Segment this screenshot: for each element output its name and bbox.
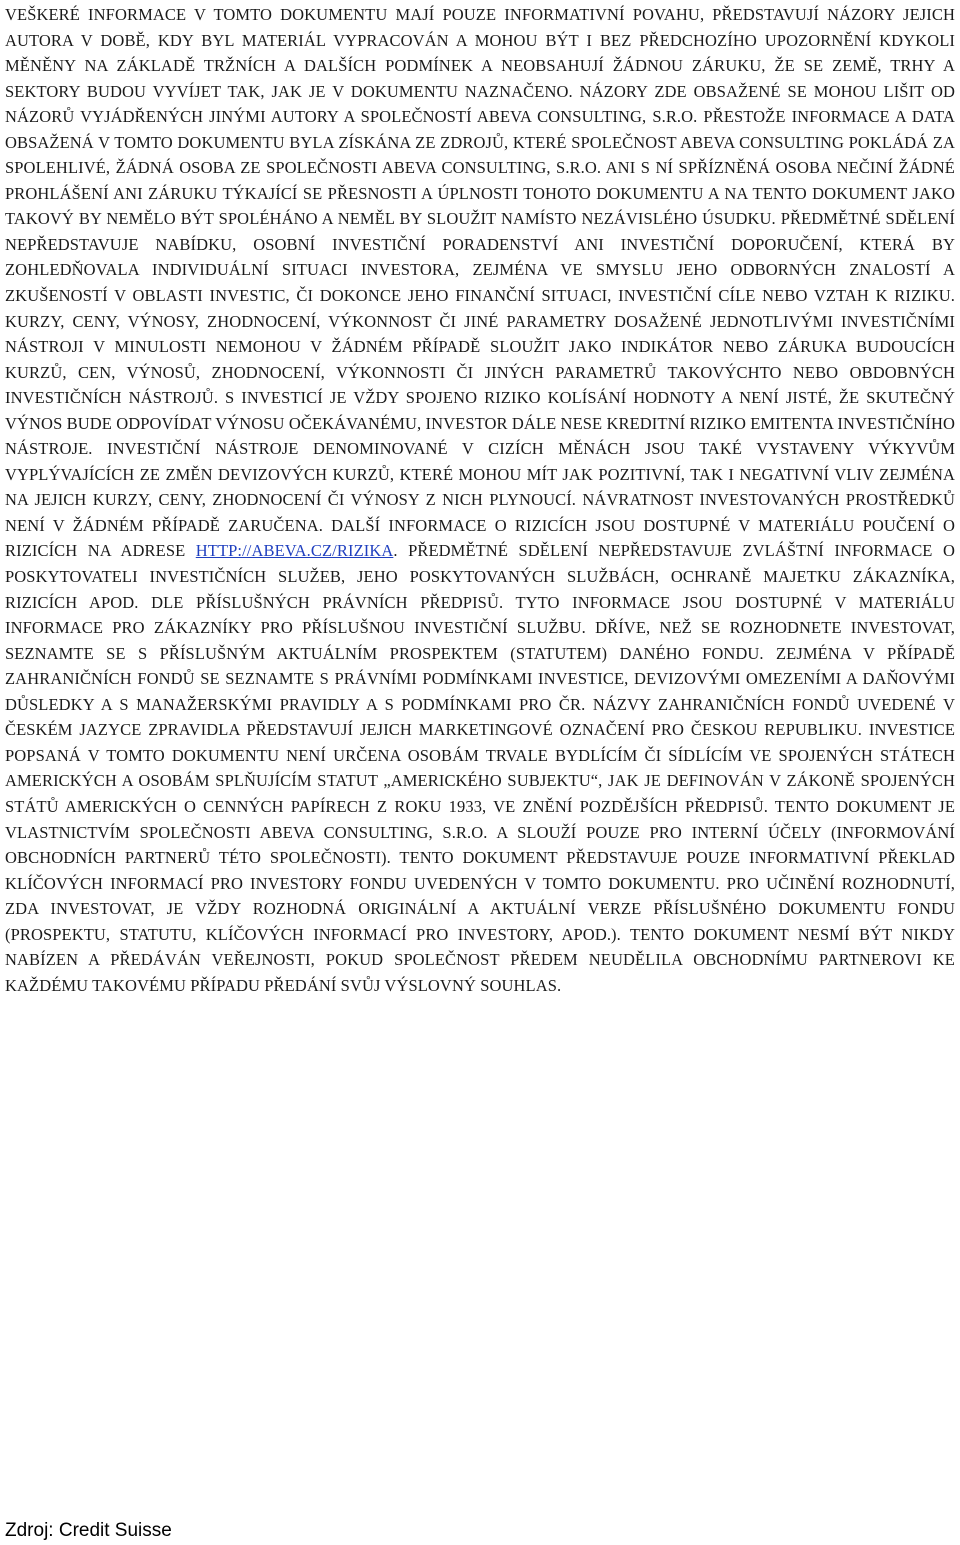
source-credit: Zdroj: Credit Suisse bbox=[5, 1520, 172, 1541]
disclaimer-text-part-2: . PŘEDMĚTNÉ SDĚLENÍ NEPŘEDSTAVUJE ZVLÁŠTNÍ INFORMACE O POSKYTOVATELI INVESTIČNÍCH SLUŽEB, JEHO POSKYTOVANÝCH SLUŽBÁCH, OCHRANĚ MAJETKU ZÁKAZNÍKA, RIZICÍCH APOD. DLE PŘÍSLUŠNÝCH PRÁVNÍCH PŘEDPISŮ. TYTO INFORMACE JSOU DOSTUPNÉ V MATERIÁLU INFORMACE PRO ZÁKAZNÍKY PRO PŘÍSLUŠNOU INVESTIČNÍ SLUŽBU. DŘÍVE, NEŽ SE ROZHODNETE INVESTOVAT, SEZNAMTE SE S PŘÍSLUŠNÝM AKTUÁLNÍM PROSPEKTEM (STATUTEM) DANÉHO FONDU. ZEJMÉNA V PŘÍPADĚ ZAHRANIČNÍCH FONDŮ SE SEZNAMTE S PRÁVNÍMI PODMÍNKAMI INVESTICE, DEVIZOVÝMI OMEZENÍMI A DAŇOVÝMI DŮSLEDKY A S MANAŽERSKÝMI PRAVIDLY A S PODMÍNKAMI PRO ČR. NÁZVY ZAHRANIČNÍCH FONDŮ UVEDENÉ V ČESKÉM JAZYCE ZPRAVIDLA PŘEDSTAVUJÍ JEJICH MARKETINGOVÉ OZNAČENÍ PRO ČESKOU REPUBLIKU. INVESTICE POPSANÁ V TOMTO DOKUMENTU NENÍ URČENA OSOBÁM TRVALE BYDLÍCÍM ČI SÍDLÍCÍM VE SPOJENÝCH STÁTECH AMERICKÝCH A OSOBÁM SPLŇUJÍCÍM STATUT „AMERICKÉHO SUBJEKTU“, JAK JE DEFINOVÁN V ZÁKONĚ SPOJENÝCH STÁTŮ AMERICKÝCH O CENNÝCH PAPÍRECH Z ROKU 1933, VE ZNĚNÍ POZDĚJŠÍCH PŘEDPISŮ. TENTO DOKUMENT JE VLASTNICTVÍM SPOLEČNOSTI ABEVA CONSULTING, S.R.O. A SLOUŽÍ POUZE PRO INTERNÍ ÚČELY (INFORMOVÁNÍ OBCHODNÍCH PARTNERŮ TÉTO SPOLEČNOSTI). TENTO DOKUMENT PŘEDSTAVUJE POUZE INFORMATIVNÍ PŘEKLAD KLÍČOVÝCH INFORMACÍ PRO INVESTORY FONDU UVEDENÝCH V TOMTO DOKUMENTU. PRO UČINĚNÍ ROZHODNUTÍ, ZDA INVESTOVAT, JE VŽDY ROZHODNÁ ORIGINÁLNÍ A AKTUÁLNÍ VERZE PŘÍSLUŠNÉHO DOKUMENTU FONDU (PROSPEKTU, STATUTU, KLÍČOVÝCH INFORMACÍ PRO INVESTORY, APOD.). TENTO DOKUMENT NESMÍ BÝT NIKDY NABÍZEN A PŘEDÁVÁN VEŘEJNOSTI, POKUD SPOLEČNOST PŘEDEM NEUDĚLILA OBCHODNÍMU PARTNEROVI KE KAŽDÉMU TAKOVÉMU PŘÍPADU PŘEDÁNÍ SVŮJ VÝSLOVNÝ SOUHLAS. bbox=[5, 541, 955, 995]
risks-link[interactable]: HTTP://ABEVA.CZ/RIZIKA bbox=[195, 541, 394, 561]
disclaimer-paragraph bbox=[5, 2, 955, 998]
disclaimer-text-part-1: VEŠKERÉ INFORMACE V TOMTO DOKUMENTU MAJÍ POUZE INFORMATIVNÍ POVAHU, PŘEDSTAVUJÍ NÁZORY JEJICH AUTORA V DOBĚ, KDY BYL MATERIÁL VYPRACOVÁN A MOHOU BÝT I BEZ PŘEDCHOZÍHO UPOZORNĚNÍ KDYKOLI MĚNĚNY NA ZÁKLADĚ TRŽNÍCH A DALŠÍCH PODMÍNEK A NEOBSAHUJÍ ŽÁDNOU ZÁRUKU, ŽE SE ZEMĚ, TRHY A SEKTORY BUDOU VYVÍJET TAK, JAK JE V DOKUMENTU NAZNAČENO. NÁZORY ZDE OBSAŽENÉ SE MOHOU LIŠIT OD NÁZORŮ VYJÁDŘENÝCH JINÝMI AUTORY A SPOLEČNOSTÍ ABEVA CONSULTING, S.R.O. PŘESTOŽE INFORMACE A DATA OBSAŽENÁ V TOMTO DOKUMENTU BYLA ZÍSKÁNA ZE ZDROJŮ, KTERÉ SPOLEČNOST ABEVA CONSULTING POKLÁDÁ ZA SPOLEHLIVÉ, ŽÁDNÁ OSOBA ZE SPOLEČNOSTI ABEVA CONSULTING, S.R.O. ANI S NÍ SPŘÍZNĚNÁ OSOBA NEČINÍ ŽÁDNÉ PROHLÁŠENÍ ANI ZÁRUKU TÝKAJÍCÍ SE PŘESNOSTI A ÚPLNOSTI TOHOTO DOKUMENTU A NA TENTO DOKUMENT JAKO TAKOVÝ BY NEMĚLO BÝT SPOLÉHÁNO A NEMĚL BY SLOUŽIT NAMÍSTO NEZÁVISLÉHO ÚSUDKU. PŘEDMĚTNÉ SDĚLENÍ NEPŘEDSTAVUJE NABÍDKU, OSOBNÍ INVESTIČNÍ PORADENSTVÍ ANI INVESTIČNÍ DOPORUČENÍ, KTERÁ BY ZOHLEDŇOVALA INDIVIDUÁLNÍ SITUACI INVESTORA, ZEJMÉNA VE SMYSLU JEHO ODBORNÝCH ZNALOSTÍ A ZKUŠENOSTÍ V OBLASTI INVESTIC, ČI DOKONCE JEHO FINANČNÍ SITUACI, INVESTIČNÍ CÍLE NEBO VZTAH K RIZIKU. KURZY, CENY, VÝNOSY, ZHODNOCENÍ, VÝKONNOST ČI JINÉ PARAMETRY DOSAŽENÉ JEDNOTLIVÝMI INVESTIČNÍMI NÁSTROJI V MINULOSTI NEMOHOU V ŽÁDNÉM PŘÍPADĚ SLOUŽIT JAKO INDIKÁTOR NEBO ZÁRUKA BUDOUCÍCH KURZŮ, CEN, VÝNOSŮ, ZHODNOCENÍ, VÝKONNOSTI ČI JINÝCH PARAMETRŮ TAKOVÝCHTO NEBO OBDOBNÝCH INVESTIČNÍCH NÁSTROJŮ. S INVESTICÍ JE VŽDY SPOJENO RIZIKO KOLÍSÁNÍ HODNOTY A NENÍ JISTÉ, ŽE SKUTEČNÝ VÝNOS BUDE ODPOVÍDAT VÝNOSU OČEKÁVANÉMU, INVESTOR DÁLE NESE KREDITNÍ RIZIKO EMITENTA INVESTIČNÍHO NÁSTROJE. INVESTIČNÍ NÁSTROJE DENOMINOVANÉ V CIZÍCH MĚNÁCH JSOU TAKÉ VYSTAVENY VÝKYVŮM VYPLÝVAJÍCÍCH ZE ZMĚN DEVIZOVÝCH KURZŮ, KTERÉ MOHOU MÍT JAK POZITIVNÍ, TAK I NEGATIVNÍ VLIV ZEJMÉNA NA JEJICH KURZY, CENY, ZHODNOCENÍ ČI VÝNOSY Z NICH PLYNOUCÍ. NÁVRATNOST INVESTOVANÝCH PROSTŘEDKŮ NENÍ V ŽÁDNÉM PŘÍPADĚ ZARUČENA. DALŠÍ INFORMACE O RIZICÍCH JSOU DOSTUPNÉ V MATERIÁLU POUČENÍ O RIZICÍCH NA ADRESE bbox=[5, 5, 955, 561]
